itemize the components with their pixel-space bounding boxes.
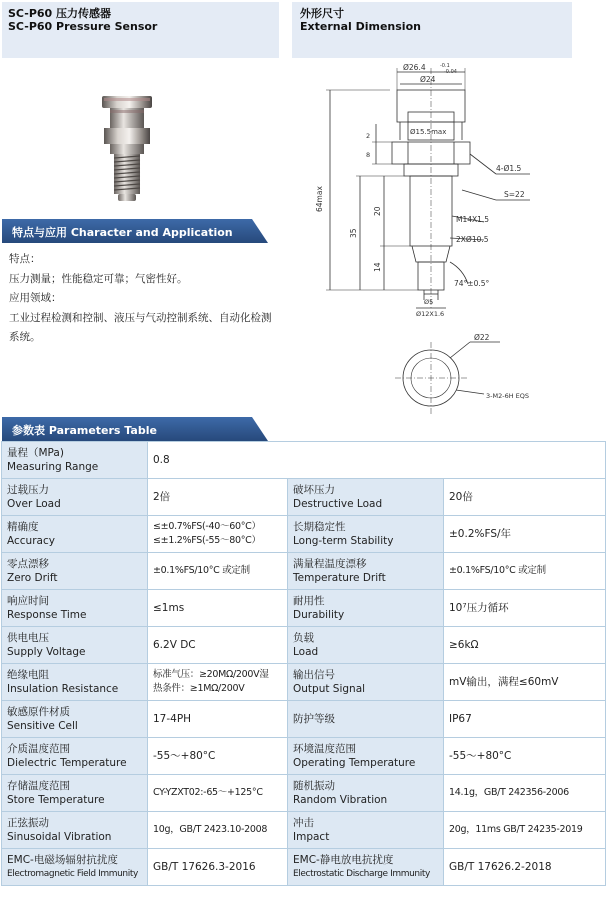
param-label: 防护等级 (288, 701, 444, 738)
table-row (2, 442, 606, 479)
dim-d5: Ø5 (424, 298, 434, 306)
table-row (2, 479, 606, 516)
dim-overall: 64max (315, 186, 324, 212)
param-value: CY-YZXT02:-65～+125°C (148, 775, 288, 812)
param-value: GB/T 17626.3-2016 (148, 849, 288, 886)
param-label: 随机振动 Random Vibration (288, 775, 444, 812)
param-label: 响应时间 Response Time (2, 590, 148, 627)
header-right-cn: 外形尺寸 (300, 7, 344, 20)
features-line: 压力测量；性能稳定可靠；气密性好。 (9, 272, 188, 285)
dim-s22: S=22 (504, 190, 525, 199)
table-row (2, 516, 606, 553)
param-label: 供电电压 Supply Voltage (2, 627, 148, 664)
param-label: 冲击 Impact (288, 812, 444, 849)
param-label: EMC-静电放电抗扰度 Electrostatic Discharge Immunity (288, 849, 444, 886)
param-label: 破坏压力 Destructive Load (288, 479, 444, 516)
dim-24: Ø24 (420, 75, 436, 84)
section-params-title: 参数表 Parameters Table (12, 424, 157, 437)
table-row (2, 701, 606, 738)
dim-d12: Ø12X1.6 (416, 310, 445, 318)
param-label: 介质温度范围 Dielectric Temperature (2, 738, 148, 775)
dim-chamfer: 2XØ10.5 (456, 235, 489, 244)
table-row (2, 627, 606, 664)
dim-thread: M14X1.5 (456, 215, 490, 224)
header-left-cn: SC-P60 压力传感器 (8, 7, 112, 20)
dim-outer-tol2: -0.04 (444, 69, 457, 75)
application-line: 工业过程检测和控制、液压与气动控制系统、自动化检测系统。 (9, 311, 272, 343)
param-value: ±0.1%FS/10°C 或定制 (148, 553, 288, 590)
table-row (2, 812, 606, 849)
param-label: 耐用性 Durability (288, 590, 444, 627)
table-row (2, 553, 606, 590)
param-label: 负载 Load (288, 627, 444, 664)
dim-outer-tol: -0.1 (440, 63, 450, 69)
param-label: EMC-电磁场辐射抗扰度 Electromagnetic Field Immunity (2, 849, 148, 886)
section-character-title: 特点与应用 Character and Application (12, 226, 233, 239)
param-value: 20倍 (444, 479, 606, 516)
table-row (2, 849, 606, 886)
param-label: 环境温度范围 Operating Temperature (288, 738, 444, 775)
param-value: 20g，11ms GB/T 24235-2019 (444, 812, 606, 849)
param-label: 长期稳定性 Long-term Stability (288, 516, 444, 553)
dim-d22: Ø22 (474, 333, 490, 342)
sensor-photo (96, 92, 158, 204)
param-value: ≤±0.7%FS(-40～60°C） ≤±1.2%FS(-55～80°C） (148, 516, 288, 553)
param-label: 存储温度范围 Store Temperature (2, 775, 148, 812)
header-left-en: SC-P60 Pressure Sensor (8, 20, 158, 33)
table-row (2, 775, 606, 812)
param-label: 输出信号 Output Signal (288, 664, 444, 701)
param-label: 绝缘电阻 Insulation Resistance (2, 664, 148, 701)
param-label: 零点漂移 Zero Drift (2, 553, 148, 590)
dimension-drawing (300, 62, 565, 417)
param-label: 过载压力 Over Load (2, 479, 148, 516)
dim-8: 8 (366, 151, 371, 159)
dim-15: Ø15.5max (410, 128, 447, 136)
header-right (292, 2, 572, 58)
param-value: 17-4PH (148, 701, 288, 738)
dim-angle: 74°±0.5° (454, 279, 490, 288)
param-value: 0.8 (148, 442, 606, 479)
table-row (2, 738, 606, 775)
param-label: 量程（MPa) Measuring Range (2, 442, 148, 479)
header-right-en: External Dimension (300, 20, 421, 33)
param-value: 14.1g，GB/T 242356-2006 (444, 775, 606, 812)
param-value: 10⁷压力循环 (444, 590, 606, 627)
param-value: ≤1ms (148, 590, 288, 627)
param-value: ≥6kΩ (444, 627, 606, 664)
param-value: 标准气压：≥20MΩ/200V湿 热条件：≥1MΩ/200V (148, 664, 288, 701)
features-text (9, 250, 277, 348)
param-label: 正弦振动 Sinusoidal Vibration (2, 812, 148, 849)
table-row (2, 664, 606, 701)
param-value: ±0.2%FS/年 (444, 516, 606, 553)
dim-14: 14 (373, 262, 382, 272)
features-label: 特点： (9, 253, 41, 265)
dim-m2: 3-M2-6H EQS (486, 392, 530, 400)
application-label: 应用领域： (9, 292, 62, 304)
param-label: 敏感原件材质 Sensitive Cell (2, 701, 148, 738)
param-value: GB/T 17626.2-2018 (444, 849, 606, 886)
param-value: 2倍 (148, 479, 288, 516)
param-value: 6.2V DC (148, 627, 288, 664)
dim-35: 35 (349, 228, 358, 238)
param-value: -55～+80°C (148, 738, 288, 775)
param-value: mV输出，满程≤60mV (444, 664, 606, 701)
dim-outer-dia: Ø26.4 (403, 63, 426, 72)
header-left (2, 2, 279, 58)
param-label: 精确度 Accuracy (2, 516, 148, 553)
dim-2: 2 (366, 132, 371, 140)
param-value: -55～+80°C (444, 738, 606, 775)
param-label: 满量程温度漂移 Temperature Drift (288, 553, 444, 590)
param-value: IP67 (444, 701, 606, 738)
param-value: 10g，GB/T 2423.10-2008 (148, 812, 288, 849)
param-value: ±0.1%FS/10°C 或定制 (444, 553, 606, 590)
dim-20: 20 (373, 206, 382, 216)
parameters-table (1, 441, 606, 886)
table-row (2, 590, 606, 627)
dim-hole: 4-Ø1.5 (496, 164, 522, 173)
